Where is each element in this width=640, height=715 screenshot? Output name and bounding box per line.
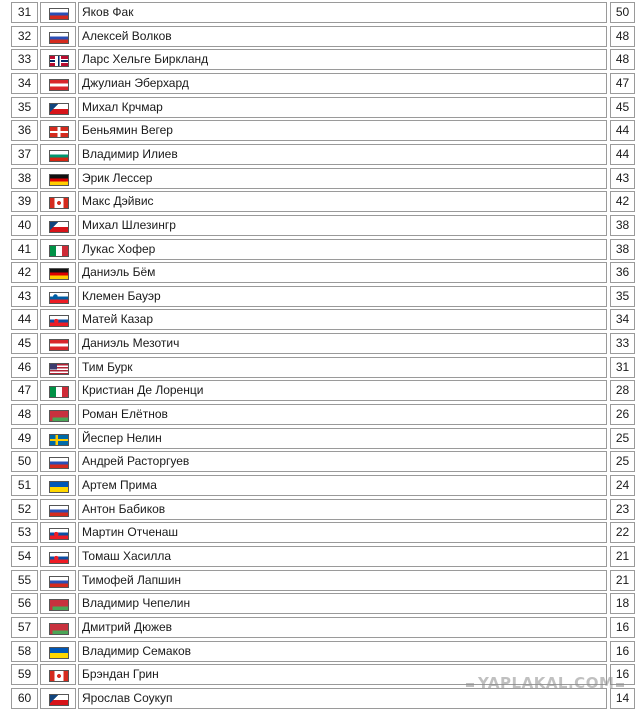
points-cell: 36 xyxy=(610,262,635,283)
points-cell: 43 xyxy=(610,168,635,189)
athlete-name-cell: Клемен Бауэр xyxy=(78,286,607,307)
rank-cell: 44 xyxy=(11,309,38,330)
table-row xyxy=(11,593,635,614)
athlete-name-cell: Роман Елётнов xyxy=(78,404,607,425)
flag-cell xyxy=(40,475,76,496)
table-row xyxy=(11,239,635,260)
flag-cell xyxy=(40,617,76,638)
table-row xyxy=(11,262,635,283)
belarus-flag-icon xyxy=(49,410,69,422)
athlete-name-cell: Джулиан Эберхард xyxy=(78,73,607,94)
points-cell: 26 xyxy=(610,404,635,425)
points-cell: 31 xyxy=(610,357,635,378)
rank-cell: 57 xyxy=(11,617,38,638)
flag-cell xyxy=(40,570,76,591)
points-cell: 33 xyxy=(610,333,635,354)
belarus-flag-icon xyxy=(49,623,69,635)
athlete-name-cell: Мартин Отченаш xyxy=(78,522,607,543)
switzerland-flag-icon xyxy=(49,126,69,138)
rank-cell: 46 xyxy=(11,357,38,378)
table-row xyxy=(11,357,635,378)
flag-cell xyxy=(40,688,76,709)
rank-cell: 58 xyxy=(11,641,38,662)
athlete-name-cell: Лукас Хофер xyxy=(78,239,607,260)
table-row xyxy=(11,2,635,23)
table-row xyxy=(11,428,635,449)
points-cell: 44 xyxy=(610,144,635,165)
athlete-name-cell: Михал Шлезингр xyxy=(78,215,607,236)
athlete-name-cell: Михал Крчмар xyxy=(78,97,607,118)
flag-cell xyxy=(40,451,76,472)
points-cell: 50 xyxy=(610,2,635,23)
flag-cell xyxy=(40,309,76,330)
germany-flag-icon xyxy=(49,268,69,280)
table-row xyxy=(11,451,635,472)
ukraine-flag-icon xyxy=(49,647,69,659)
points-cell: 45 xyxy=(610,97,635,118)
athlete-name-cell: Артем Прима xyxy=(78,475,607,496)
flag-cell xyxy=(40,73,76,94)
points-cell: 34 xyxy=(610,309,635,330)
flag-cell xyxy=(40,168,76,189)
flag-cell xyxy=(40,191,76,212)
rank-cell: 47 xyxy=(11,380,38,401)
athlete-name-cell: Алексей Волков xyxy=(78,26,607,47)
athlete-name-cell: Владимир Чепелин xyxy=(78,593,607,614)
athlete-name-cell: Владимир Илиев xyxy=(78,144,607,165)
table-row xyxy=(11,475,635,496)
rank-cell: 35 xyxy=(11,97,38,118)
points-cell: 42 xyxy=(610,191,635,212)
athlete-name-cell: Макс Дэйвис xyxy=(78,191,607,212)
points-cell: 25 xyxy=(610,451,635,472)
sweden-flag-icon xyxy=(49,434,69,446)
slovakia-flag-icon xyxy=(49,552,69,564)
rank-cell: 31 xyxy=(11,2,38,23)
watermark-right-bar xyxy=(616,683,624,687)
points-cell: 38 xyxy=(610,215,635,236)
athlete-name-cell: Антон Бабиков xyxy=(78,499,607,520)
points-cell: 48 xyxy=(610,49,635,70)
russia-flag-icon xyxy=(49,576,69,588)
rank-cell: 41 xyxy=(11,239,38,260)
points-cell: 16 xyxy=(610,617,635,638)
rank-cell: 54 xyxy=(11,546,38,567)
athlete-name-cell: Владимир Семаков xyxy=(78,641,607,662)
rank-cell: 50 xyxy=(11,451,38,472)
rank-cell: 45 xyxy=(11,333,38,354)
rank-cell: 33 xyxy=(11,49,38,70)
points-cell: 23 xyxy=(610,499,635,520)
flag-cell xyxy=(40,499,76,520)
rank-cell: 49 xyxy=(11,428,38,449)
points-cell: 38 xyxy=(610,239,635,260)
rank-cell: 59 xyxy=(11,664,38,685)
flag-cell xyxy=(40,49,76,70)
table-row xyxy=(11,49,635,70)
slovakia-flag-icon xyxy=(49,315,69,327)
rank-cell: 37 xyxy=(11,144,38,165)
points-cell: 24 xyxy=(610,475,635,496)
bulgaria-flag-icon xyxy=(49,150,69,162)
rank-cell: 52 xyxy=(11,499,38,520)
athlete-name-cell: Йеспер Нелин xyxy=(78,428,607,449)
russia-flag-icon xyxy=(49,457,69,469)
rank-cell: 56 xyxy=(11,593,38,614)
table-row xyxy=(11,191,635,212)
flag-cell xyxy=(40,120,76,141)
rank-cell: 34 xyxy=(11,73,38,94)
table-row xyxy=(11,73,635,94)
points-cell: 21 xyxy=(610,570,635,591)
table-row xyxy=(11,333,635,354)
flag-cell xyxy=(40,333,76,354)
points-cell: 14 xyxy=(610,688,635,709)
czech-flag-icon xyxy=(49,103,69,115)
athlete-name-cell: Тим Бурк xyxy=(78,357,607,378)
table-row xyxy=(11,309,635,330)
table-row xyxy=(11,522,635,543)
flag-cell xyxy=(40,26,76,47)
table-row xyxy=(11,97,635,118)
flag-cell xyxy=(40,144,76,165)
athlete-name-cell: Томаш Хасилла xyxy=(78,546,607,567)
rank-cell: 53 xyxy=(11,522,38,543)
flag-cell xyxy=(40,97,76,118)
usa-flag-icon xyxy=(49,363,69,375)
rank-cell: 55 xyxy=(11,570,38,591)
canada-flag-icon xyxy=(49,670,69,682)
czech-flag-icon xyxy=(49,694,69,706)
rank-cell: 32 xyxy=(11,26,38,47)
table-row xyxy=(11,215,635,236)
table-row xyxy=(11,286,635,307)
watermark-left-bar xyxy=(466,683,474,687)
table-row xyxy=(11,570,635,591)
canada-flag-icon xyxy=(49,197,69,209)
russia-flag-icon xyxy=(49,32,69,44)
table-row xyxy=(11,168,635,189)
table-row xyxy=(11,380,635,401)
points-cell: 35 xyxy=(610,286,635,307)
athlete-name-cell: Ярослав Соукуп xyxy=(78,688,607,709)
austria-flag-icon xyxy=(49,339,69,351)
flag-cell xyxy=(40,215,76,236)
points-cell: 28 xyxy=(610,380,635,401)
table-row xyxy=(11,120,635,141)
flag-cell xyxy=(40,404,76,425)
russia-flag-icon xyxy=(49,8,69,20)
italy-flag-icon xyxy=(49,386,69,398)
rank-cell: 38 xyxy=(11,168,38,189)
table-row xyxy=(11,144,635,165)
rank-cell: 51 xyxy=(11,475,38,496)
rank-cell: 42 xyxy=(11,262,38,283)
rank-cell: 60 xyxy=(11,688,38,709)
russia-flag-icon xyxy=(49,505,69,517)
table-row xyxy=(11,404,635,425)
rank-cell: 43 xyxy=(11,286,38,307)
table-row xyxy=(11,617,635,638)
points-cell: 21 xyxy=(610,546,635,567)
flag-cell xyxy=(40,357,76,378)
flag-cell xyxy=(40,2,76,23)
slovakia-flag-icon xyxy=(49,528,69,540)
athlete-name-cell: Андрей Расторгуев xyxy=(78,451,607,472)
flag-cell xyxy=(40,664,76,685)
athlete-name-cell: Тимофей Лапшин xyxy=(78,570,607,591)
points-cell: 48 xyxy=(610,26,635,47)
flag-cell xyxy=(40,380,76,401)
ukraine-flag-icon xyxy=(49,481,69,493)
athlete-name-cell: Брэндан Грин xyxy=(78,664,607,685)
athlete-name-cell: Ларс Хельге Биркланд xyxy=(78,49,607,70)
table-row xyxy=(11,26,635,47)
table-row xyxy=(11,546,635,567)
germany-flag-icon xyxy=(49,174,69,186)
athlete-name-cell: Даниэль Бём xyxy=(78,262,607,283)
flag-cell xyxy=(40,262,76,283)
rank-cell: 36 xyxy=(11,120,38,141)
athlete-name-cell: Эрик Лессер xyxy=(78,168,607,189)
table-row xyxy=(11,641,635,662)
points-cell: 25 xyxy=(610,428,635,449)
points-cell: 16 xyxy=(610,641,635,662)
flag-cell xyxy=(40,522,76,543)
austria-flag-icon xyxy=(49,79,69,91)
athlete-name-cell: Матей Казар xyxy=(78,309,607,330)
athlete-name-cell: Даниэль Мезотич xyxy=(78,333,607,354)
flag-cell xyxy=(40,428,76,449)
table-row xyxy=(11,499,635,520)
czech-flag-icon xyxy=(49,221,69,233)
norway-flag-icon xyxy=(49,55,69,67)
points-cell: 47 xyxy=(610,73,635,94)
flag-cell xyxy=(40,546,76,567)
belarus-flag-icon xyxy=(49,599,69,611)
watermark: YAPLAKAL.COM xyxy=(478,674,615,692)
italy-flag-icon xyxy=(49,245,69,257)
rank-cell: 40 xyxy=(11,215,38,236)
athlete-name-cell: Дмитрий Дюжев xyxy=(78,617,607,638)
slovenia-flag-icon xyxy=(49,292,69,304)
flag-cell xyxy=(40,593,76,614)
points-cell: 16 xyxy=(610,664,635,685)
athlete-name-cell: Кристиан Де Лоренци xyxy=(78,380,607,401)
flag-cell xyxy=(40,286,76,307)
flag-cell xyxy=(40,641,76,662)
points-cell: 18 xyxy=(610,593,635,614)
flag-cell xyxy=(40,239,76,260)
rank-cell: 48 xyxy=(11,404,38,425)
athlete-name-cell: Беньямин Вегер xyxy=(78,120,607,141)
points-cell: 44 xyxy=(610,120,635,141)
athlete-name-cell: Яков Фак xyxy=(78,2,607,23)
points-cell: 22 xyxy=(610,522,635,543)
rank-cell: 39 xyxy=(11,191,38,212)
